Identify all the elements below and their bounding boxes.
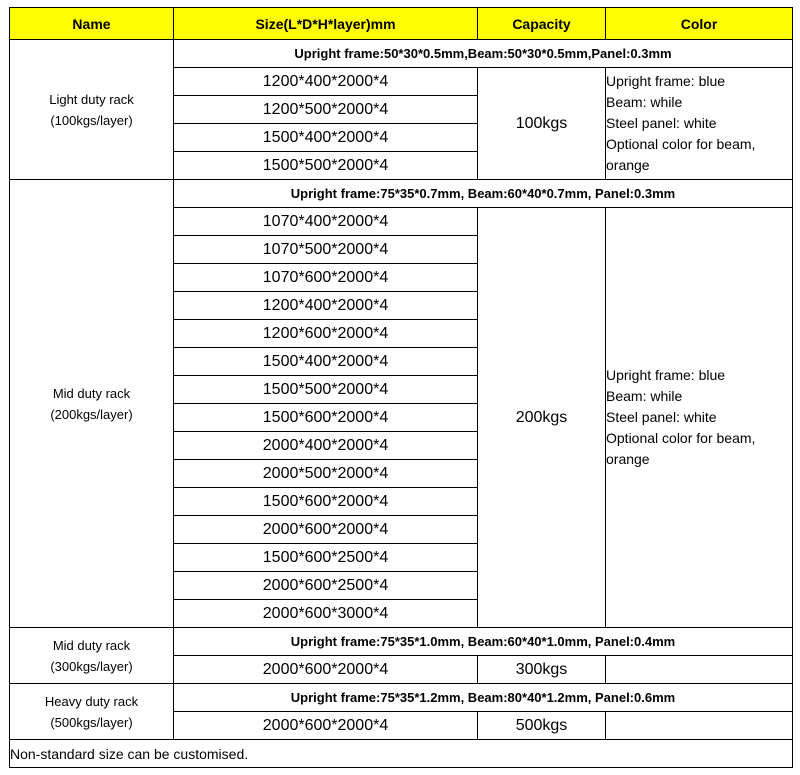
- color-line: orange: [606, 451, 650, 467]
- spec-text: Upright frame:75*35*0.7mm, Beam:60*40*0.7mm, Panel:0.3mm: [174, 180, 793, 208]
- color-info: [606, 712, 793, 740]
- capacity-value: 300kgs: [478, 656, 606, 684]
- spec-row: [10, 684, 793, 712]
- rack-name: [10, 628, 174, 684]
- size-value: 1070*400*2000*4: [174, 208, 478, 236]
- rack-name: [10, 684, 174, 740]
- size-value: 2000*600*2500*4: [174, 572, 478, 600]
- header-color: Color: [606, 8, 793, 40]
- spec-row: [10, 40, 793, 68]
- capacity-value: 100kgs: [478, 68, 606, 180]
- size-value: 1200*500*2000*4: [174, 96, 478, 124]
- rack-name-line2: (100kgs/layer): [50, 112, 133, 128]
- rack-name-line1: Mid duty rack: [52, 637, 131, 653]
- header-row: [10, 8, 793, 40]
- size-value: 2000*600*2000*4: [174, 656, 478, 684]
- color-line: Optional color for beam,: [606, 136, 756, 152]
- header-name: Name: [10, 8, 174, 40]
- color-line: orange: [606, 157, 650, 173]
- header-size: Size(L*D*H*layer)mm: [174, 8, 478, 40]
- color-info: [606, 208, 793, 628]
- size-value: 1500*500*2000*4: [174, 152, 478, 180]
- size-value: 1500*600*2500*4: [174, 544, 478, 572]
- size-value: 1070*600*2000*4: [174, 264, 478, 292]
- size-value: 2000*400*2000*4: [174, 432, 478, 460]
- rack-name-line2: (200kgs/layer): [50, 406, 133, 422]
- size-value: 1200*400*2000*4: [174, 292, 478, 320]
- color-line: Upright frame: blue: [606, 73, 726, 89]
- footnote: Non-standard size can be customised.: [10, 740, 793, 768]
- rack-name: [10, 180, 174, 628]
- color-info: [606, 656, 793, 684]
- size-value: 1500*500*2000*4: [174, 376, 478, 404]
- spec-text: Upright frame:50*30*0.5mm,Beam:50*30*0.5mm,Panel:0.3mm: [174, 40, 793, 68]
- spec-text: Upright frame:75*35*1.2mm, Beam:80*40*1.2mm, Panel:0.6mm: [174, 684, 793, 712]
- note-row: [10, 740, 793, 768]
- rack-name-line1: Light duty rack: [49, 91, 134, 107]
- spec-row: [10, 628, 793, 656]
- size-value: 1200*600*2000*4: [174, 320, 478, 348]
- size-value: 1500*600*2000*4: [174, 488, 478, 516]
- rack-spec-table: [9, 7, 793, 768]
- size-value: 2000*500*2000*4: [174, 460, 478, 488]
- size-value: 1200*400*2000*4: [174, 68, 478, 96]
- color-line: Optional color for beam,: [606, 430, 756, 446]
- size-value: 2000*600*2000*4: [174, 712, 478, 740]
- spec-text: Upright frame:75*35*1.0mm, Beam:60*40*1.0mm, Panel:0.4mm: [174, 628, 793, 656]
- capacity-value: 500kgs: [478, 712, 606, 740]
- rack-name-line2: (300kgs/layer): [50, 658, 133, 674]
- rack-name-line2: (500kgs/layer): [50, 714, 133, 730]
- color-info: [606, 68, 793, 180]
- color-line: Beam: while: [606, 388, 683, 404]
- size-value: 1500*400*2000*4: [174, 124, 478, 152]
- spec-row: [10, 180, 793, 208]
- header-capacity: Capacity: [478, 8, 606, 40]
- size-value: 1500*400*2000*4: [174, 348, 478, 376]
- rack-name: [10, 40, 174, 180]
- size-value: 2000*600*3000*4: [174, 600, 478, 628]
- rack-name-line1: Heavy duty rack: [44, 693, 139, 709]
- color-line: Steel panel: white: [606, 409, 717, 425]
- color-line: Upright frame: blue: [606, 367, 726, 383]
- size-value: 2000*600*2000*4: [174, 516, 478, 544]
- capacity-value: 200kgs: [478, 208, 606, 628]
- size-value: 1070*500*2000*4: [174, 236, 478, 264]
- rack-name-line1: Mid duty rack: [52, 385, 131, 401]
- color-line: Steel panel: white: [606, 115, 717, 131]
- size-value: 1500*600*2000*4: [174, 404, 478, 432]
- color-line: Beam: while: [606, 94, 683, 110]
